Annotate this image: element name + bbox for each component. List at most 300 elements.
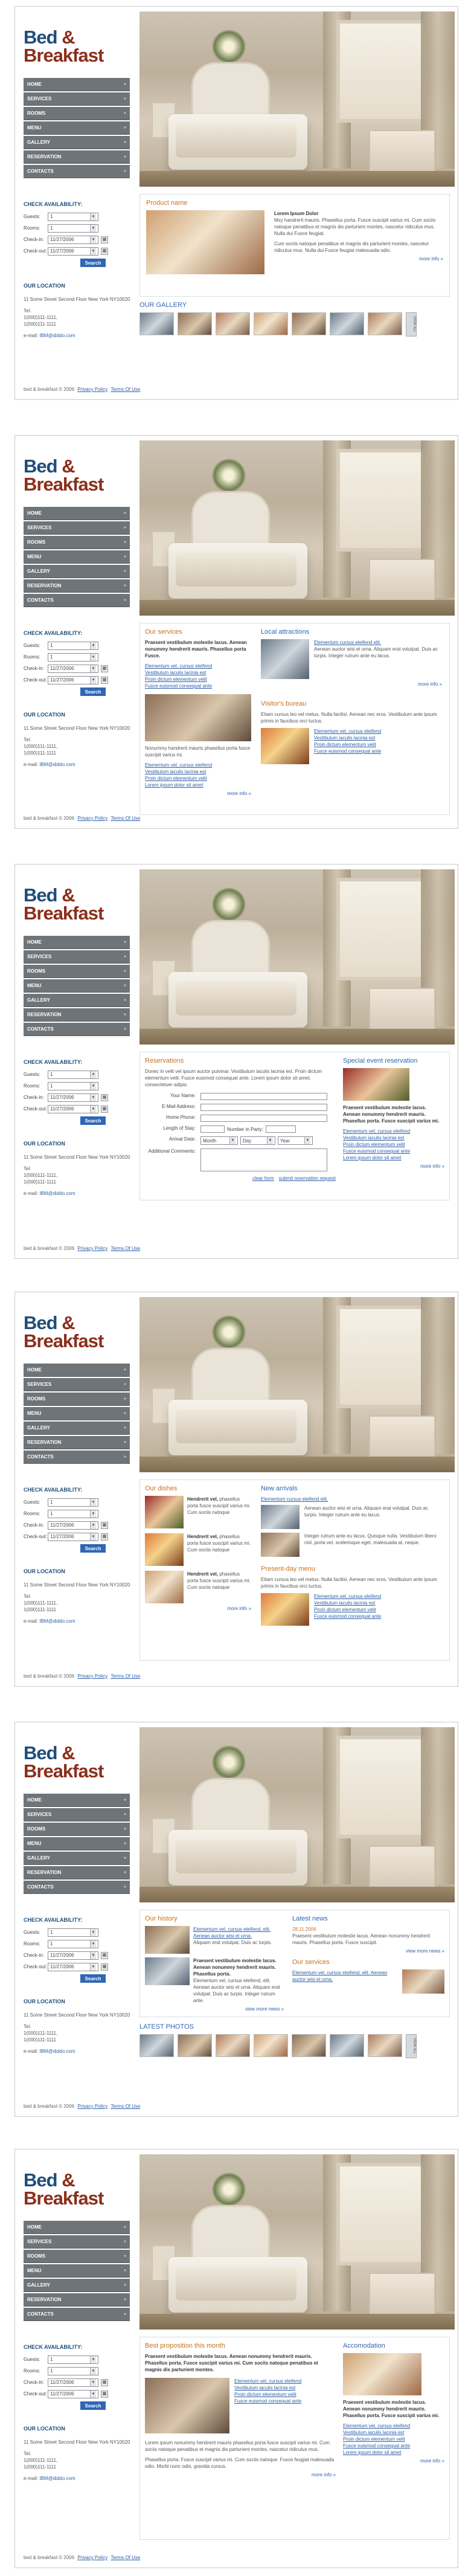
special-photo: [343, 1068, 409, 1101]
arrivals-link[interactable]: Elementum cursus eleifend elit.: [261, 1496, 328, 1502]
email-link[interactable]: IBM@diddo.com: [39, 1191, 75, 1196]
more-info-link[interactable]: more info »: [420, 2458, 444, 2464]
accommodation-link[interactable]: Vestibulum iaculis lacinia est: [343, 2430, 405, 2435]
rooms-select[interactable]: 1 ▼: [48, 653, 98, 662]
calendar-icon[interactable]: ▦: [101, 1106, 108, 1113]
nav-label: GALLERY: [27, 140, 50, 145]
double-arrow-icon: »: [124, 511, 126, 515]
photo-thumb[interactable]: [216, 2034, 250, 2057]
present-link[interactable]: Fusce euismod consequat ante: [314, 1614, 382, 1619]
double-arrow-icon: »: [124, 1856, 126, 1860]
dish-photo: [145, 1533, 184, 1566]
double-arrow-icon: »: [124, 584, 126, 588]
double-arrow-icon: »: [124, 598, 126, 602]
chevron-down-icon: ▼: [90, 1952, 96, 1959]
checkout-field[interactable]: 11/27/2006 ▼: [48, 1533, 98, 1541]
chevron-down-icon: ▼: [90, 1963, 96, 1971]
clear-form-link[interactable]: clear form: [252, 1176, 274, 1181]
double-arrow-icon: »: [124, 1885, 126, 1889]
present-link[interactable]: Proin dictum elementum velit: [314, 1607, 376, 1612]
view-more-news-link[interactable]: view more news »: [405, 1948, 444, 1954]
calendar-icon[interactable]: ▦: [101, 677, 108, 684]
nav-reservation[interactable]: RESERVATION »: [24, 1866, 130, 1879]
calendar-icon[interactable]: ▦: [101, 665, 108, 672]
gallery-thumb[interactable]: [292, 312, 326, 335]
nav-menu[interactable]: MENU »: [24, 1407, 130, 1420]
sidebar: CHECK AVAILABILITY: Guests: 1 ▼ Rooms: 1 ▼ Check-in: 11/27/2006 ▼ ▦ Check-out: 11/27/2006 ▼ ▦ Search OUR LOCATION 11 Some Street Second Floor New York NY10020 Tel. 1(000)111-1111, 1(000)111-1111 e-mail: IBM@diddo.com: [24, 2344, 130, 2481]
terms-link[interactable]: Terms Of Use: [110, 1246, 141, 1251]
best-intro: Praesent vestibulum molestie lacus. Aenean nonummy hendrerit mauris. Phasellus porta. Fusce suscipit varius mi. Cum sociis natoque penatibus et magnis dis parturient montes.: [145, 2354, 318, 2372]
services-title: Our services: [145, 628, 182, 636]
dish-item: [145, 1533, 251, 1566]
lorem-paragraph-2: Cum sociis natoque penatibus et magnis dis parturient montes, nascetur ridiculus mus. Nulla dui Fusce feugiat malesuada odio.: [274, 241, 429, 253]
double-arrow-icon: »: [124, 2240, 126, 2244]
special-link[interactable]: Elementum vel, cursus eleifend: [343, 1129, 411, 1134]
more-info-link[interactable]: more info »: [226, 791, 251, 796]
main-content: [139, 194, 453, 336]
chevron-down-icon: ▼: [90, 665, 96, 672]
address: 11 Some Street Second Floor New York NY10020: [24, 297, 130, 302]
photo-thumb[interactable]: [139, 2034, 174, 2057]
nav-gallery[interactable]: GALLERY »: [24, 1852, 130, 1865]
accommodation-photo: [343, 2353, 421, 2395]
chevron-down-icon: ▼: [90, 677, 96, 684]
nav-home[interactable]: [24, 78, 130, 91]
checkin-field[interactable]: 11/27/2006 ▼: [48, 236, 98, 244]
nav-menu[interactable]: MENU »: [24, 550, 130, 564]
search-button[interactable]: Search: [80, 1974, 106, 1983]
nav-reservation[interactable]: RESERVATION »: [24, 2293, 130, 2307]
rooms-select[interactable]: 1 ▼: [48, 1940, 98, 1948]
email-link[interactable]: IBM@diddo.com: [39, 2476, 75, 2481]
guests-select[interactable]: 1 ▼: [48, 2355, 98, 2364]
chevron-down-icon: ▼: [90, 1929, 96, 1936]
nav-contacts[interactable]: CONTACTS »: [24, 594, 130, 607]
nav-reservation[interactable]: RESERVATION »: [24, 1008, 130, 1022]
service-link[interactable]: Proin dictum elementum velit: [145, 776, 207, 781]
checkout-field[interactable]: 11/27/2006 ▼: [48, 2390, 98, 2398]
double-arrow-icon: »: [124, 969, 126, 973]
rooms-select[interactable]: 1 ▼: [48, 1510, 98, 1518]
gallery-thumb[interactable]: [368, 312, 402, 335]
nav-reservation[interactable]: RESERVATION »: [24, 579, 130, 593]
calendar-icon[interactable]: ▦: [101, 1963, 108, 1971]
best-link[interactable]: Fusce euismod consequat ante: [234, 2398, 302, 2404]
product-title: Product name: [146, 199, 188, 207]
chevron-down-icon: ▼: [90, 2379, 96, 2386]
present-text: Etiam cursus leo vel metus. Nulla facilisi. Aenean nec eros. Vestibulum ante ipsum primis in faucibus orci luctus.: [261, 1577, 437, 1589]
search-button[interactable]: Search: [80, 2401, 106, 2410]
sidebar: CHECK AVAILABILITY: Guests: 1 ▼ Rooms: 1 ▼ Check-in: 11/27/2006 ▼ ▦ Check-out: 11/27/2006 ▼ ▦ Search OUR LOCATION 11 Some Street Second Floor New York NY10020 Tel. 1(000)111-1111, 1(000)111-1111 e-mail: IBM@diddo.com: [24, 1059, 130, 1196]
arrivals-title: New arrivals: [261, 1485, 298, 1492]
checkout-field[interactable]: 11/27/2006 ▼: [48, 676, 98, 684]
gallery-strip: [139, 312, 453, 336]
calendar-icon[interactable]: ▦: [101, 1952, 108, 1959]
best-text-2: Phasellus porta. Fusce suscipit varius mi. Cum sociis natoque. Fusce feugiat malesuada odio. Morbi nunc odio, gravida cursus.: [145, 2457, 335, 2469]
email-link[interactable]: IBM@diddo.com: [39, 762, 75, 767]
chevron-down-icon: ▼: [267, 1137, 273, 1144]
nav-menu[interactable]: [24, 121, 130, 135]
guests-select[interactable]: 1 ▼: [48, 642, 98, 650]
privacy-link[interactable]: Privacy Policy: [77, 2555, 108, 2560]
double-arrow-icon: »: [124, 1455, 126, 1459]
chevron-down-icon: ▼: [304, 1137, 310, 1144]
main-content: [139, 1910, 453, 2058]
chevron-down-icon: ▼: [90, 248, 96, 255]
nav-gallery[interactable]: GALLERY »: [24, 2279, 130, 2292]
nav-services[interactable]: SERVICES »: [24, 521, 130, 535]
page-rooms: [14, 2149, 458, 2568]
special-link[interactable]: Fusce euismod consequat ante: [343, 1148, 411, 1154]
gallery-thumb[interactable]: [139, 312, 174, 335]
service-link[interactable]: Elementum vel, cursus eleifend: [145, 762, 213, 768]
search-button[interactable]: Search: [80, 259, 106, 267]
nav-gallery[interactable]: GALLERY »: [24, 565, 130, 578]
special-link[interactable]: Lorem ipsum dolor sit amet: [343, 1155, 402, 1161]
calendar-icon[interactable]: ▦: [101, 2391, 108, 2398]
more-info-link[interactable]: more info »: [226, 1606, 251, 1611]
dishes-title: Our dishes: [145, 1485, 178, 1492]
service-link[interactable]: Vestibulum iaculis lacinia est: [145, 670, 207, 675]
history-photo: [145, 1926, 190, 1954]
double-arrow-icon: »: [124, 155, 126, 159]
nav-home[interactable]: HOME »: [24, 2221, 130, 2234]
hero-bedroom-photo: [139, 1727, 455, 1902]
more-info-link[interactable]: more info »: [418, 256, 443, 262]
page-menu: [14, 1292, 458, 1687]
email-label: E-Mail Address:: [161, 1104, 196, 1109]
main-content: [139, 2337, 453, 2540]
service-link[interactable]: Elementum vel, cursus eleifend: [145, 663, 213, 669]
photo-thumb[interactable]: [368, 2034, 402, 2057]
special-link[interactable]: Vestibulum iaculis lacinia est: [343, 1135, 405, 1141]
news-date: 28.11.2006: [292, 1927, 316, 1932]
submit-link[interactable]: submit reservation request: [278, 1176, 336, 1181]
double-arrow-icon: »: [124, 1426, 126, 1430]
nav-services[interactable]: SERVICES »: [24, 950, 130, 964]
double-arrow-icon: »: [124, 140, 126, 144]
nav-contacts[interactable]: [24, 165, 130, 178]
site-logo[interactable]: Bed & Breakfast: [24, 456, 104, 495]
nav-gallery[interactable]: [24, 136, 130, 149]
best-title: Best proposition this month: [145, 2342, 225, 2349]
double-arrow-icon: »: [124, 1827, 126, 1831]
services-box: [139, 623, 450, 815]
hero-bedroom-photo: [139, 11, 455, 187]
name-input[interactable]: [200, 1093, 327, 1100]
location-title: OUR LOCATION: [24, 283, 65, 289]
page-reservation: [14, 864, 458, 1259]
site-logo[interactable]: Bed & Breakfast: [24, 1742, 104, 1782]
chevron-down-icon: ▼: [90, 1940, 96, 1948]
view-all-button[interactable]: VIEW ALL: [406, 2034, 417, 2058]
history-text-bold: Praesent vestibulum molestie lacus. Aenean nonummy hendrerit mauris. Phasellus porta.: [193, 1958, 277, 1977]
double-arrow-icon: »: [124, 1440, 126, 1444]
view-all-button[interactable]: VIEW ALL: [406, 312, 417, 336]
search-button[interactable]: Search: [80, 687, 106, 696]
accommodation-link[interactable]: Elementum vel, cursus eleifend: [343, 2423, 411, 2429]
privacy-link[interactable]: Privacy Policy: [77, 1673, 108, 1679]
accommodation-link[interactable]: Lorem ipsum dolor sit amet: [343, 2450, 402, 2455]
nav-rooms[interactable]: ROOMS »: [24, 1823, 130, 1836]
double-arrow-icon: »: [124, 2268, 126, 2273]
site-logo[interactable]: Bed & Breakfast: [24, 884, 104, 924]
dish-photo: [145, 1496, 184, 1528]
double-arrow-icon: »: [124, 1027, 126, 1031]
nav-rooms[interactable]: ROOMS »: [24, 965, 130, 978]
nav-reservation[interactable]: RESERVATION »: [24, 1436, 130, 1449]
services-photo: [402, 1969, 444, 1994]
location-info: 11 Some Street Second Floor New York NY10020 Tel. 1(000)111-1111, 1(000)111-1111 e-mail: IBM@diddo.com: [24, 726, 130, 767]
calendar-icon[interactable]: ▦: [101, 1094, 108, 1101]
checkin-field[interactable]: 11/27/2006 ▼: [48, 1521, 98, 1530]
footer: bed & breakfast © 2006 Privacy Policy Terms Of Use: [24, 2104, 141, 2109]
site-logo[interactable]: Bed & Breakfast: [24, 2169, 104, 2209]
guests-select[interactable]: 1 ▼: [48, 213, 98, 221]
guests-select[interactable]: 1 ▼: [48, 1498, 98, 1507]
arrivals-photo: [261, 1533, 299, 1557]
more-info-link[interactable]: more info »: [417, 681, 442, 687]
checkout-label: Check-out:: [24, 248, 47, 254]
nav-gallery[interactable]: GALLERY »: [24, 1422, 130, 1435]
checkin-field[interactable]: 11/27/2006 ▼: [48, 665, 98, 673]
gallery-thumb[interactable]: [330, 312, 364, 335]
nav-rooms[interactable]: ROOMS »: [24, 2250, 130, 2263]
main-nav: [24, 78, 130, 179]
gallery-title: OUR GALLERY: [139, 301, 187, 309]
reservation-intro: Donec in velit vel ipsum auctor pulvinar. Vestibulum iaculis lacinia est. Proin dictum elementum velit. Fusce euismod consequat ante. Lorem ipsum dolor sit amet, consectetuer adipis.: [145, 1069, 322, 1087]
nav-home[interactable]: HOME »: [24, 507, 130, 520]
nav-services[interactable]: SERVICES »: [24, 2235, 130, 2249]
nav-home[interactable]: HOME »: [24, 936, 130, 949]
double-arrow-icon: »: [124, 540, 126, 544]
calendar-icon[interactable]: ▦: [101, 236, 108, 243]
dish-name: Hendrerit vel,: [187, 1571, 219, 1577]
guests-select[interactable]: 1 ▼: [48, 1071, 98, 1079]
year-select[interactable]: Year ▼: [278, 1136, 313, 1145]
service-link[interactable]: Fusce euismod consequat ante: [145, 683, 213, 689]
nav-rooms[interactable]: ROOMS »: [24, 536, 130, 549]
terms-link[interactable]: Terms Of Use: [110, 387, 141, 392]
chevron-down-icon: ▼: [229, 1137, 235, 1144]
terms-link[interactable]: Terms Of Use: [110, 2555, 141, 2560]
dish-text: phasellus porta fusce suscipit varius mi. Cum sociis natoque: [187, 1496, 251, 1515]
double-arrow-icon: »: [124, 1870, 126, 1875]
terms-link[interactable]: Terms Of Use: [110, 2104, 141, 2109]
day-select[interactable]: Day ▼: [240, 1136, 275, 1145]
nav-contacts[interactable]: CONTACTS »: [24, 1881, 130, 1894]
product-box: [139, 194, 450, 297]
best-link[interactable]: Vestibulum iaculis lacinia est: [234, 2385, 296, 2391]
comments-textarea[interactable]: [200, 1148, 327, 1171]
phone-label: Home Phone:: [166, 1115, 196, 1120]
checkin-field[interactable]: 11/27/2006 ▼: [48, 2378, 98, 2387]
nav-rooms[interactable]: ROOMS »: [24, 1393, 130, 1406]
privacy-link[interactable]: Privacy Policy: [77, 2104, 108, 2109]
nav-home[interactable]: HOME »: [24, 1794, 130, 1807]
nav-home[interactable]: HOME »: [24, 1364, 130, 1377]
service-link[interactable]: Proin dictum elementum velit: [145, 677, 207, 682]
best-link[interactable]: Proin dictum elementum velit: [234, 2392, 296, 2397]
arrival-label: Arrival Date:: [168, 1136, 196, 1142]
nav-label: HOME: [27, 82, 42, 87]
checkin-field[interactable]: 11/27/2006 ▼: [48, 1093, 98, 1102]
email-link[interactable]: IBM@diddo.com: [39, 333, 75, 338]
calendar-icon[interactable]: ▦: [101, 248, 108, 255]
visitor-link[interactable]: Proin dictum elementum velit: [314, 742, 376, 747]
tel-1: 1(000)111-1111,: [24, 315, 58, 320]
product-image: [146, 210, 264, 274]
privacy-link[interactable]: Privacy Policy: [77, 387, 108, 392]
photo-thumb[interactable]: [292, 2034, 326, 2057]
chevron-down-icon: ▼: [90, 1499, 96, 1506]
logo-amp: &: [62, 27, 75, 48]
history-box: [139, 1910, 450, 2017]
double-arrow-icon: »: [124, 1812, 126, 1817]
double-arrow-icon: »: [124, 169, 126, 173]
nav-menu[interactable]: MENU »: [24, 979, 130, 993]
checkout-field[interactable]: 11/27/2006 ▼: [48, 1963, 98, 1971]
nav-services[interactable]: SERVICES »: [24, 1378, 130, 1391]
chevron-down-icon: ▼: [90, 225, 96, 232]
dish-text: phasellus porta fusce suscipit varius mi. Cum sociis natoque: [187, 1534, 251, 1553]
hero-bedroom-photo: [139, 1297, 455, 1472]
guests-select[interactable]: 1 ▼: [48, 1928, 98, 1937]
visitor-link[interactable]: Fusce euismod consequat ante: [314, 749, 382, 754]
more-info-link[interactable]: more info »: [311, 2472, 336, 2478]
services-link[interactable]: Elementum vel, cursus eleifend, elit. Aenean auctor wisi et urna.: [292, 1970, 388, 1982]
double-arrow-icon: »: [124, 2254, 126, 2258]
visitor-link[interactable]: Elementum vel, cursus eleifend: [314, 729, 382, 734]
nav-contacts[interactable]: CONTACTS »: [24, 2308, 130, 2321]
month-select[interactable]: Month ▼: [200, 1136, 238, 1145]
dish-name: Hendrerit vel,: [187, 1496, 219, 1502]
chevron-down-icon: ▼: [90, 642, 96, 649]
service-link[interactable]: Lorem ipsum dolor sit amet: [145, 782, 203, 788]
service-link[interactable]: Vestibulum iaculis lacinia est: [145, 769, 207, 774]
attractions-link[interactable]: Elementum cursus eleifend elit.: [314, 640, 382, 645]
reservation-form: [145, 1093, 336, 1171]
chevron-down-icon: ▼: [90, 1106, 96, 1113]
rooms-select[interactable]: 1 ▼: [48, 2367, 98, 2375]
rooms-select[interactable]: 1 ▼: [48, 224, 98, 233]
services-links: [145, 663, 251, 689]
main-nav: [24, 2221, 130, 2322]
accommodation-link[interactable]: Proin dictum elementum velit: [343, 2436, 405, 2442]
logo-breakfast: Breakfast: [24, 45, 104, 66]
location-title: OUR LOCATION: [24, 712, 65, 718]
checkout-field[interactable]: 11/27/2006 ▼: [48, 1105, 98, 1113]
best-link[interactable]: Elementum vel, cursus eleifend: [234, 2378, 302, 2384]
view-more-news-link[interactable]: view more news »: [245, 2006, 284, 2012]
special-intro: Praesent vestibulum molestie lacus. Aenean nonummy hendrerit mauris. Phasellus porta. Fusce suscipit varius mi.: [343, 1105, 440, 1124]
terms-link[interactable]: Terms Of Use: [110, 1673, 141, 1679]
present-link[interactable]: Vestibulum iaculis lacinia est: [314, 1600, 376, 1606]
search-button[interactable]: Search: [80, 1544, 106, 1553]
site-logo[interactable]: [24, 28, 132, 65]
calendar-icon[interactable]: ▦: [101, 1522, 108, 1529]
gallery-thumb[interactable]: [254, 312, 288, 335]
terms-link[interactable]: Terms Of Use: [110, 816, 141, 821]
services-title: Our services: [292, 1959, 330, 1966]
location-info: [24, 296, 131, 339]
party-input[interactable]: [266, 1125, 296, 1133]
present-link[interactable]: Elementum vel, cursus eleifend: [314, 1594, 382, 1599]
accommodation-title: Accomodation: [343, 2342, 385, 2349]
accommodation-link[interactable]: Fusce euismod consequat ante: [343, 2443, 411, 2449]
double-arrow-icon: »: [124, 555, 126, 559]
main-nav: [24, 1364, 130, 1465]
double-arrow-icon: »: [124, 2283, 126, 2287]
double-arrow-icon: »: [124, 1841, 126, 1846]
site-logo[interactable]: Bed & Breakfast: [24, 1312, 104, 1351]
present-photo: [261, 1593, 309, 1626]
nav-services[interactable]: SERVICES »: [24, 1808, 130, 1821]
checkin-field[interactable]: 11/27/2006 ▼: [48, 1951, 98, 1960]
tel-2: 1(000)111-1111: [24, 321, 56, 327]
calendar-icon[interactable]: ▦: [101, 1533, 108, 1541]
news-title: Latest news: [292, 1915, 328, 1922]
nav-gallery[interactable]: GALLERY »: [24, 994, 130, 1007]
dish-item: [145, 1496, 251, 1528]
double-arrow-icon: »: [124, 97, 126, 101]
photo-thumb[interactable]: [254, 2034, 288, 2057]
chevron-down-icon: ▼: [90, 1533, 96, 1541]
nav-rooms[interactable]: [24, 107, 130, 120]
privacy-link[interactable]: Privacy Policy: [77, 816, 108, 821]
checkout-field[interactable]: 11/27/2006 ▼: [48, 247, 98, 256]
tel-label: Tel.: [24, 308, 31, 314]
chevron-down-icon: ▼: [90, 2391, 96, 2398]
nav-contacts[interactable]: CONTACTS »: [24, 1451, 130, 1464]
email-label: e-mail:: [24, 333, 39, 338]
chevron-down-icon: ▼: [90, 1522, 96, 1529]
privacy-link[interactable]: Privacy Policy: [77, 1246, 108, 1251]
gallery-thumb[interactable]: [216, 312, 250, 335]
latest-photos-title: LATEST PHOTOS: [139, 2023, 194, 2030]
main-content: [139, 623, 453, 815]
email-link[interactable]: IBM@diddo.com: [39, 2049, 75, 2054]
sidebar: CHECK AVAILABILITY: Guests: 1 ▼ Rooms: 1 ▼ Check-in: 11/27/2006 ▼ ▦ Check-out: 11/27/2006 ▼ ▦ Search OUR LOCATION 11 Some Street Second Floor New York NY10020 Tel. 1(000)111-1111, 1(000)111-1111 e-mail: IBM@diddo.com: [24, 1487, 130, 1624]
photo-thumb[interactable]: [330, 2034, 364, 2057]
nav-contacts[interactable]: CONTACTS »: [24, 1023, 130, 1036]
email-link[interactable]: IBM@diddo.com: [39, 1618, 75, 1624]
email-input[interactable]: [200, 1104, 327, 1111]
nav-services[interactable]: [24, 92, 130, 106]
calendar-icon[interactable]: ▦: [101, 2379, 108, 2386]
arrivals-text-2: Integer rutrum ante eu lacus. Quisque nulla. Vestibulum libero nisl, porta vel, scelerisque eget, malesuada at, neque.: [304, 1533, 437, 1545]
nav-menu[interactable]: MENU »: [24, 1837, 130, 1850]
sidebar: CHECK AVAILABILITY: Guests: 1 ▼ Rooms: 1 ▼ Check-in: 11/27/2006 ▼ ▦ Check-out: 11/27/2006 ▼ ▦ Search OUR LOCATION 11 Some Street Second Floor New York NY10020 Tel. 1(000)111-1111, 1(000)111-1111 e-mail: IBM@diddo.com: [24, 630, 130, 767]
gallery-thumb[interactable]: [178, 312, 212, 335]
rooms-select[interactable]: 1 ▼: [48, 1082, 98, 1090]
double-arrow-icon: »: [124, 1397, 126, 1401]
history-link[interactable]: Elementum vel, cursus eleifend, elit. Aenean auctor wisi et urna.: [193, 1927, 271, 1939]
nav-menu[interactable]: MENU »: [24, 2264, 130, 2278]
checkin-label: Check-in:: [24, 237, 44, 242]
search-button[interactable]: Search: [80, 1116, 106, 1125]
nav-reservation[interactable]: [24, 150, 130, 164]
more-info-link[interactable]: more info »: [420, 1164, 444, 1169]
photo-thumb[interactable]: [178, 2034, 212, 2057]
special-link[interactable]: Proin dictum elementum velit: [343, 1142, 405, 1147]
availability-title: CHECK AVAILABILITY:: [24, 201, 83, 207]
phone-input[interactable]: [200, 1115, 327, 1122]
visitor-link[interactable]: Vestibulum iaculis lacinia est: [314, 735, 376, 741]
stay-input[interactable]: [200, 1125, 225, 1133]
services-text: Nonummy handrerit mauris phasellus porta fusce suscipit varius mi.: [145, 745, 251, 758]
menu-box: [139, 1480, 450, 1661]
